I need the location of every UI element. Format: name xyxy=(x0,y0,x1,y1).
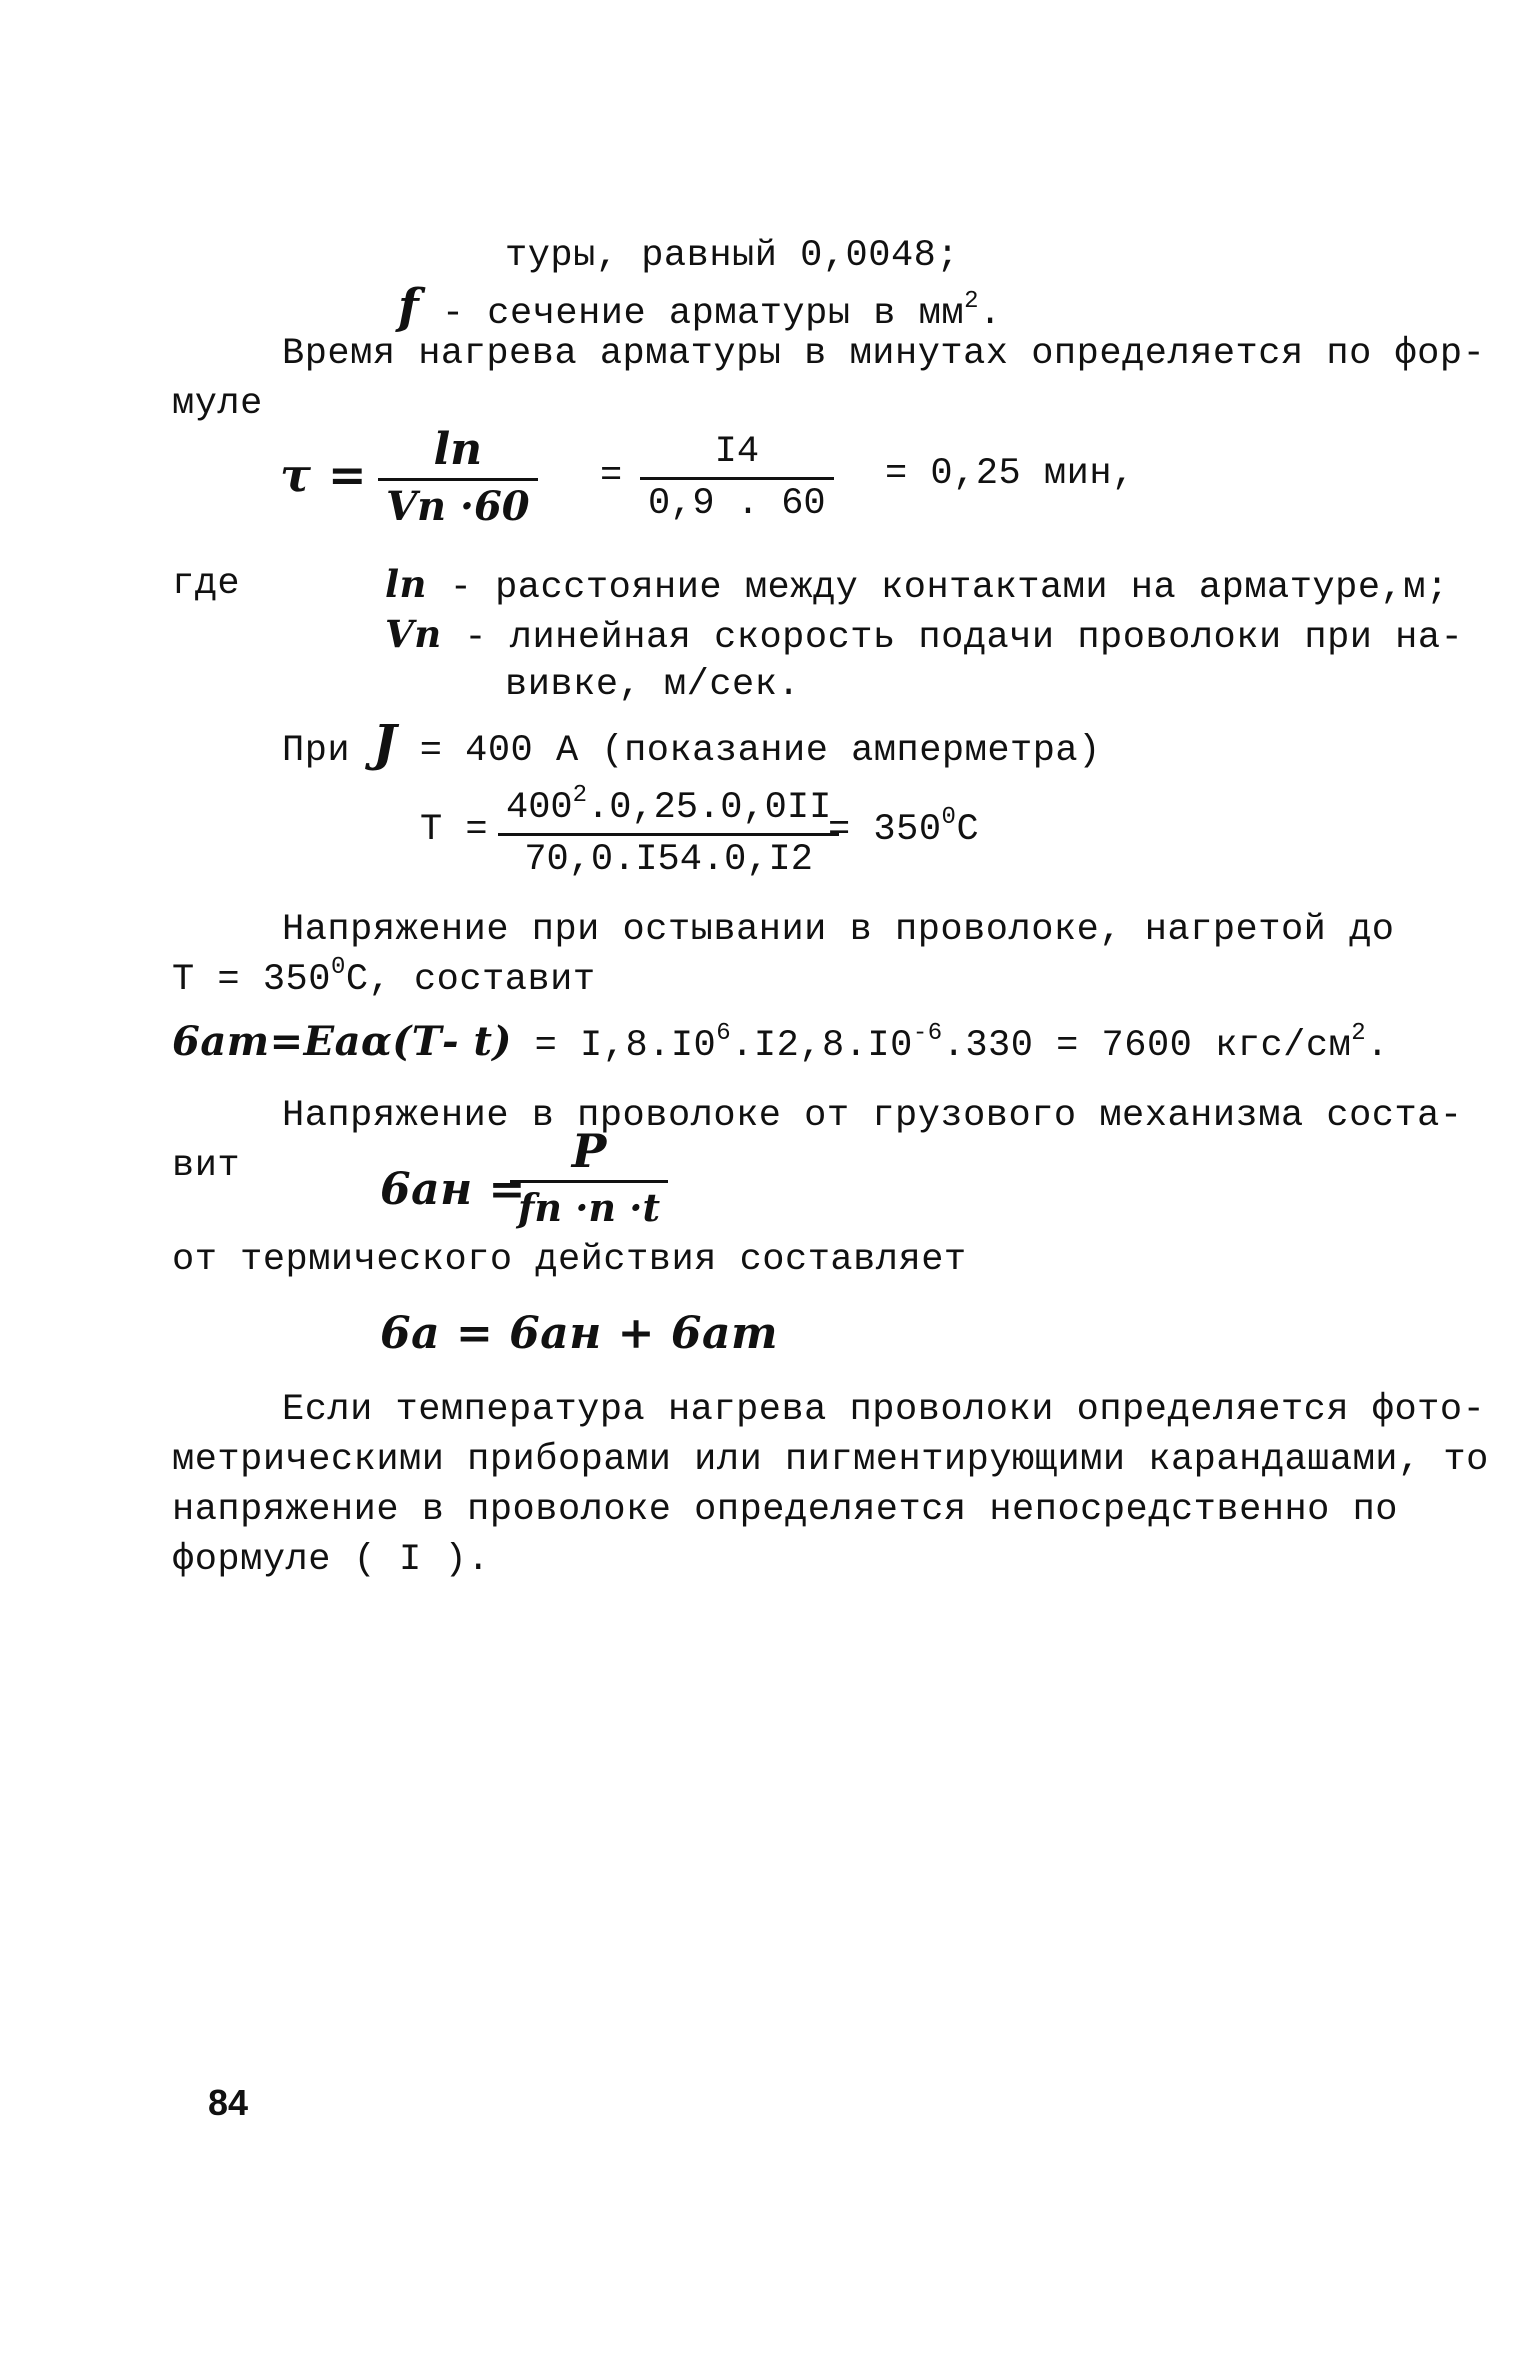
formula-tau-fraction-1: ln Vn ·60 xyxy=(378,428,538,527)
formula-tau-result: = 0,25 мин, xyxy=(885,453,1135,495)
text-line: f - сечение арматуры в $мм^2$. xyxy=(398,279,1002,335)
formula-sa: 6а = 6ан + 6ат xyxy=(380,1308,779,1359)
text-line: вит xyxy=(172,1145,241,1187)
formula-san-lhs: 6ан = xyxy=(380,1164,526,1215)
text-line: от термического действия составляет xyxy=(172,1239,967,1281)
formula-stress-cooling: 6ат=Eаα(Т- $t) = I,8.I0^6.I2,8.I0^{-6}.330 = 7600$ кгс/$см^2$. xyxy=(172,1018,1389,1067)
text-line: Время нагрева арматуры в минутах определяется по фор- xyxy=(282,333,1486,375)
formula-T-lhs: Т = xyxy=(420,809,489,851)
text-line: туры, равный 0,0048; xyxy=(505,235,960,277)
text-line: Напряжение в проволоке от грузового механизма соста- xyxy=(282,1095,1463,1137)
formula-tau-lhs: τ = xyxy=(280,448,368,502)
formula-T-fraction: $400^2.0,25.0,0II$ 70,0.I54.0,I2 xyxy=(498,790,839,879)
text-line: муле xyxy=(172,383,263,425)
text-line: вивке, м/сек. xyxy=(505,664,801,706)
text-line: При J = 400 А (показание амперметра) xyxy=(282,713,1101,772)
text-line: $T = 350^0С$, составит xyxy=(172,954,596,1001)
text-line: Если температура нагрева проволоки определяется фото- xyxy=(282,1389,1486,1431)
text-line: метрическими приборами или пигментирующими карандашами, то xyxy=(172,1439,1489,1481)
formula-san-fraction: P fn ·n ·t xyxy=(510,1128,668,1227)
text-line: Напряжение при остывании в проволоке, нагретой до xyxy=(282,909,1395,951)
text-line: где xyxy=(172,563,241,605)
formula-T-result: = $350^0С$ xyxy=(828,804,980,851)
formula-tau-fraction-2: I4 0,9 . 60 xyxy=(640,434,834,523)
definition-line: ln - расстояние между контактами на арматуре,м; xyxy=(385,562,1449,609)
definition-line: Vn - линейная скорость подачи проволоки при на- xyxy=(385,612,1464,659)
text-line: формуле ( I ). xyxy=(172,1539,490,1581)
formula-tau-equals: = xyxy=(600,455,623,497)
text-line: напряжение в проволоке определяется непосредственно по xyxy=(172,1489,1398,1531)
page-number: 84 xyxy=(208,2082,249,2123)
